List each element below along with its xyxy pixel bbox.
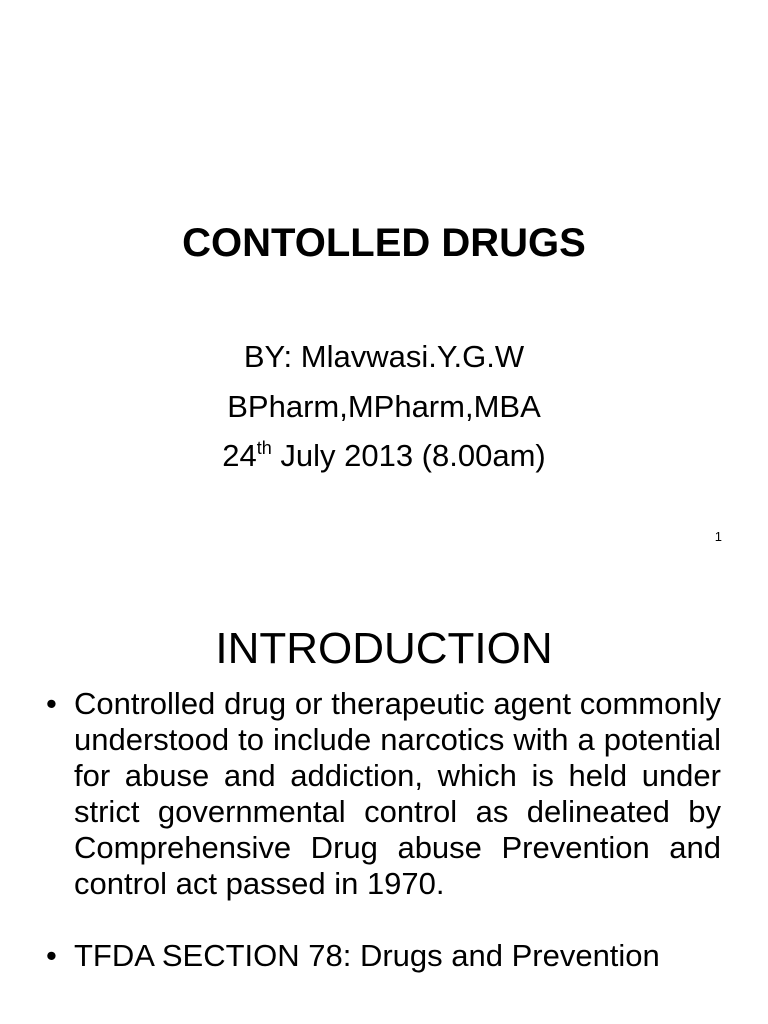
- bullet-item: [46, 686, 721, 902]
- introduction-slide: [0, 576, 768, 1024]
- bullet-list: [46, 686, 721, 974]
- slide-number: 1: [714, 529, 722, 544]
- bullet-text: TFDA SECTION 78: Drugs and Prevention: [74, 938, 660, 973]
- subtitle-block: [0, 332, 768, 481]
- presentation-title: CONTOLLED DRUGS: [182, 221, 586, 265]
- date-day: 24: [222, 438, 257, 473]
- degrees-line: BPharm,MPharm,MBA: [227, 388, 541, 424]
- bullet-text: Controlled drug or therapeutic agent commonly understood to include narcotics with a potential for abuse and addiction, which is held under strict governmental control as delineated by Comprehensive Drug abuse Prevention and control act passed in 1970.: [74, 686, 721, 901]
- bullet-dot-icon: •: [46, 686, 57, 721]
- date-line: [0, 431, 768, 481]
- date-rest: July 2013 (8.00am): [271, 438, 546, 473]
- author-line: BY: Mlavwasi.Y.G.W: [243, 339, 525, 374]
- bullet-item: [46, 938, 721, 974]
- date-ordinal-suffix: th: [256, 438, 272, 458]
- bullet-dot-icon: •: [46, 938, 57, 973]
- slide-title: INTRODUCTION: [215, 624, 553, 673]
